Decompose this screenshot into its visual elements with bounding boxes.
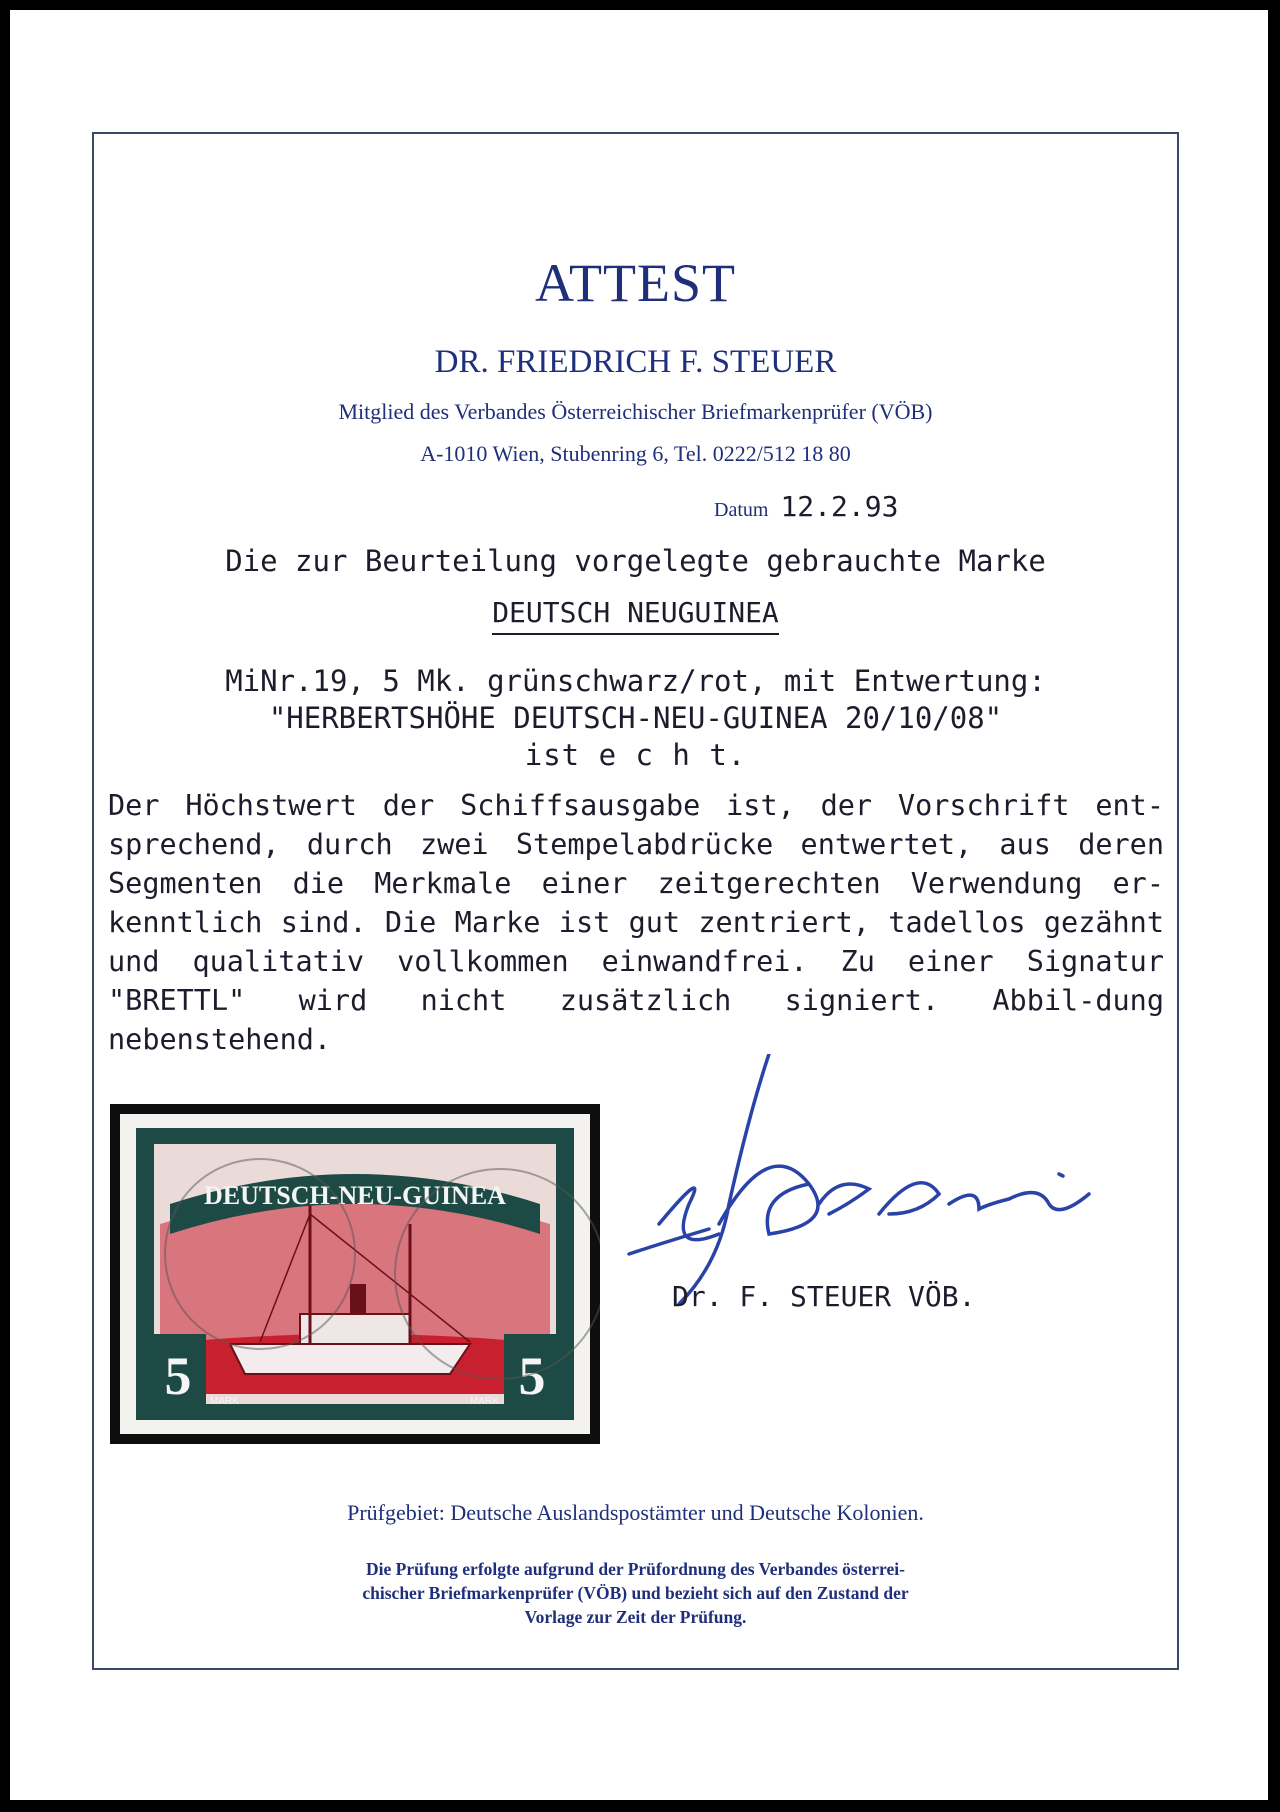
ship-funnel bbox=[350, 1284, 366, 1314]
signature-stroke bbox=[629, 1054, 1089, 1304]
verdict-line: ist e c h t. bbox=[524, 738, 747, 772]
value-right: 5 bbox=[518, 1346, 546, 1406]
description-paragraph: Der Höchstwert der Schiffsausgabe ist, der Vorschrift ent-sprechend, durch zwei Stempelabdrücke entwertet, aus deren Segmenten die Merkmale einer zeitgerechten Verwendung er-kenntlich sind. Die Marke ist gut zentriert, tadellos gezähnt und qualitativ vollkommen einwandfrei. Zu einer Signatur "BRETTL" wird nicht zusätzlich signiert. Abbil-dung nebenstehend. bbox=[108, 789, 1164, 1056]
footnote-line-1: Die Prüfung erfolgte aufgrund der Prüfordnung des Verbandes österrei- bbox=[366, 1559, 905, 1579]
certificate-sheet bbox=[10, 10, 1268, 1800]
ship-deck bbox=[300, 1314, 410, 1344]
date-line bbox=[714, 490, 898, 523]
catalog-line: MiNr.19, 5 Mk. grünschwarz/rot, mit Entwertung: bbox=[225, 664, 1046, 698]
stamp-image bbox=[110, 1104, 600, 1444]
address-line: A-1010 Wien, Stubenring 6, Tel. 0222/512 18 80 bbox=[420, 441, 851, 466]
certificate-frame bbox=[92, 132, 1179, 1670]
date-value: 12.2.93 bbox=[780, 490, 899, 523]
stamp-banner-text: DEUTSCH-NEU-GUINEA bbox=[204, 1181, 506, 1210]
country-wrap bbox=[94, 596, 1177, 635]
date-label: Datum bbox=[714, 499, 769, 521]
membership-line: Mitglied des Verbandes Österreichischer Briefmarkenprüfer (VÖB) bbox=[338, 399, 933, 424]
mark-left: MARK bbox=[210, 1396, 239, 1407]
footnote-line-3: Vorlage zur Zeit der Prüfung. bbox=[524, 1607, 747, 1627]
expert-name: DR. FRIEDRICH F. STEUER bbox=[434, 344, 837, 380]
certificate-title: ATTEST bbox=[535, 253, 736, 313]
cancellation-line: "HERBERTSHÖHE DEUTSCH-NEU-GUINEA 20/10/08" bbox=[268, 701, 1003, 735]
intro-line: Die zur Beurteilung vorgelegte gebrauchte Marke bbox=[225, 544, 1046, 578]
country-underlined: DEUTSCH NEUGUINEA bbox=[492, 596, 779, 635]
signature-label: Dr. F. STEUER VÖB. bbox=[672, 1280, 976, 1313]
mark-right: MARK bbox=[470, 1396, 499, 1407]
test-region-line: Prüfgebiet: Deutsche Auslandspostämter und Deutsche Kolonien. bbox=[347, 1500, 924, 1525]
footnote-line-2: chischer Briefmarkenprüfer (VÖB) und bezieht sich auf den Zustand der bbox=[362, 1583, 909, 1603]
value-left: 5 bbox=[164, 1346, 192, 1406]
